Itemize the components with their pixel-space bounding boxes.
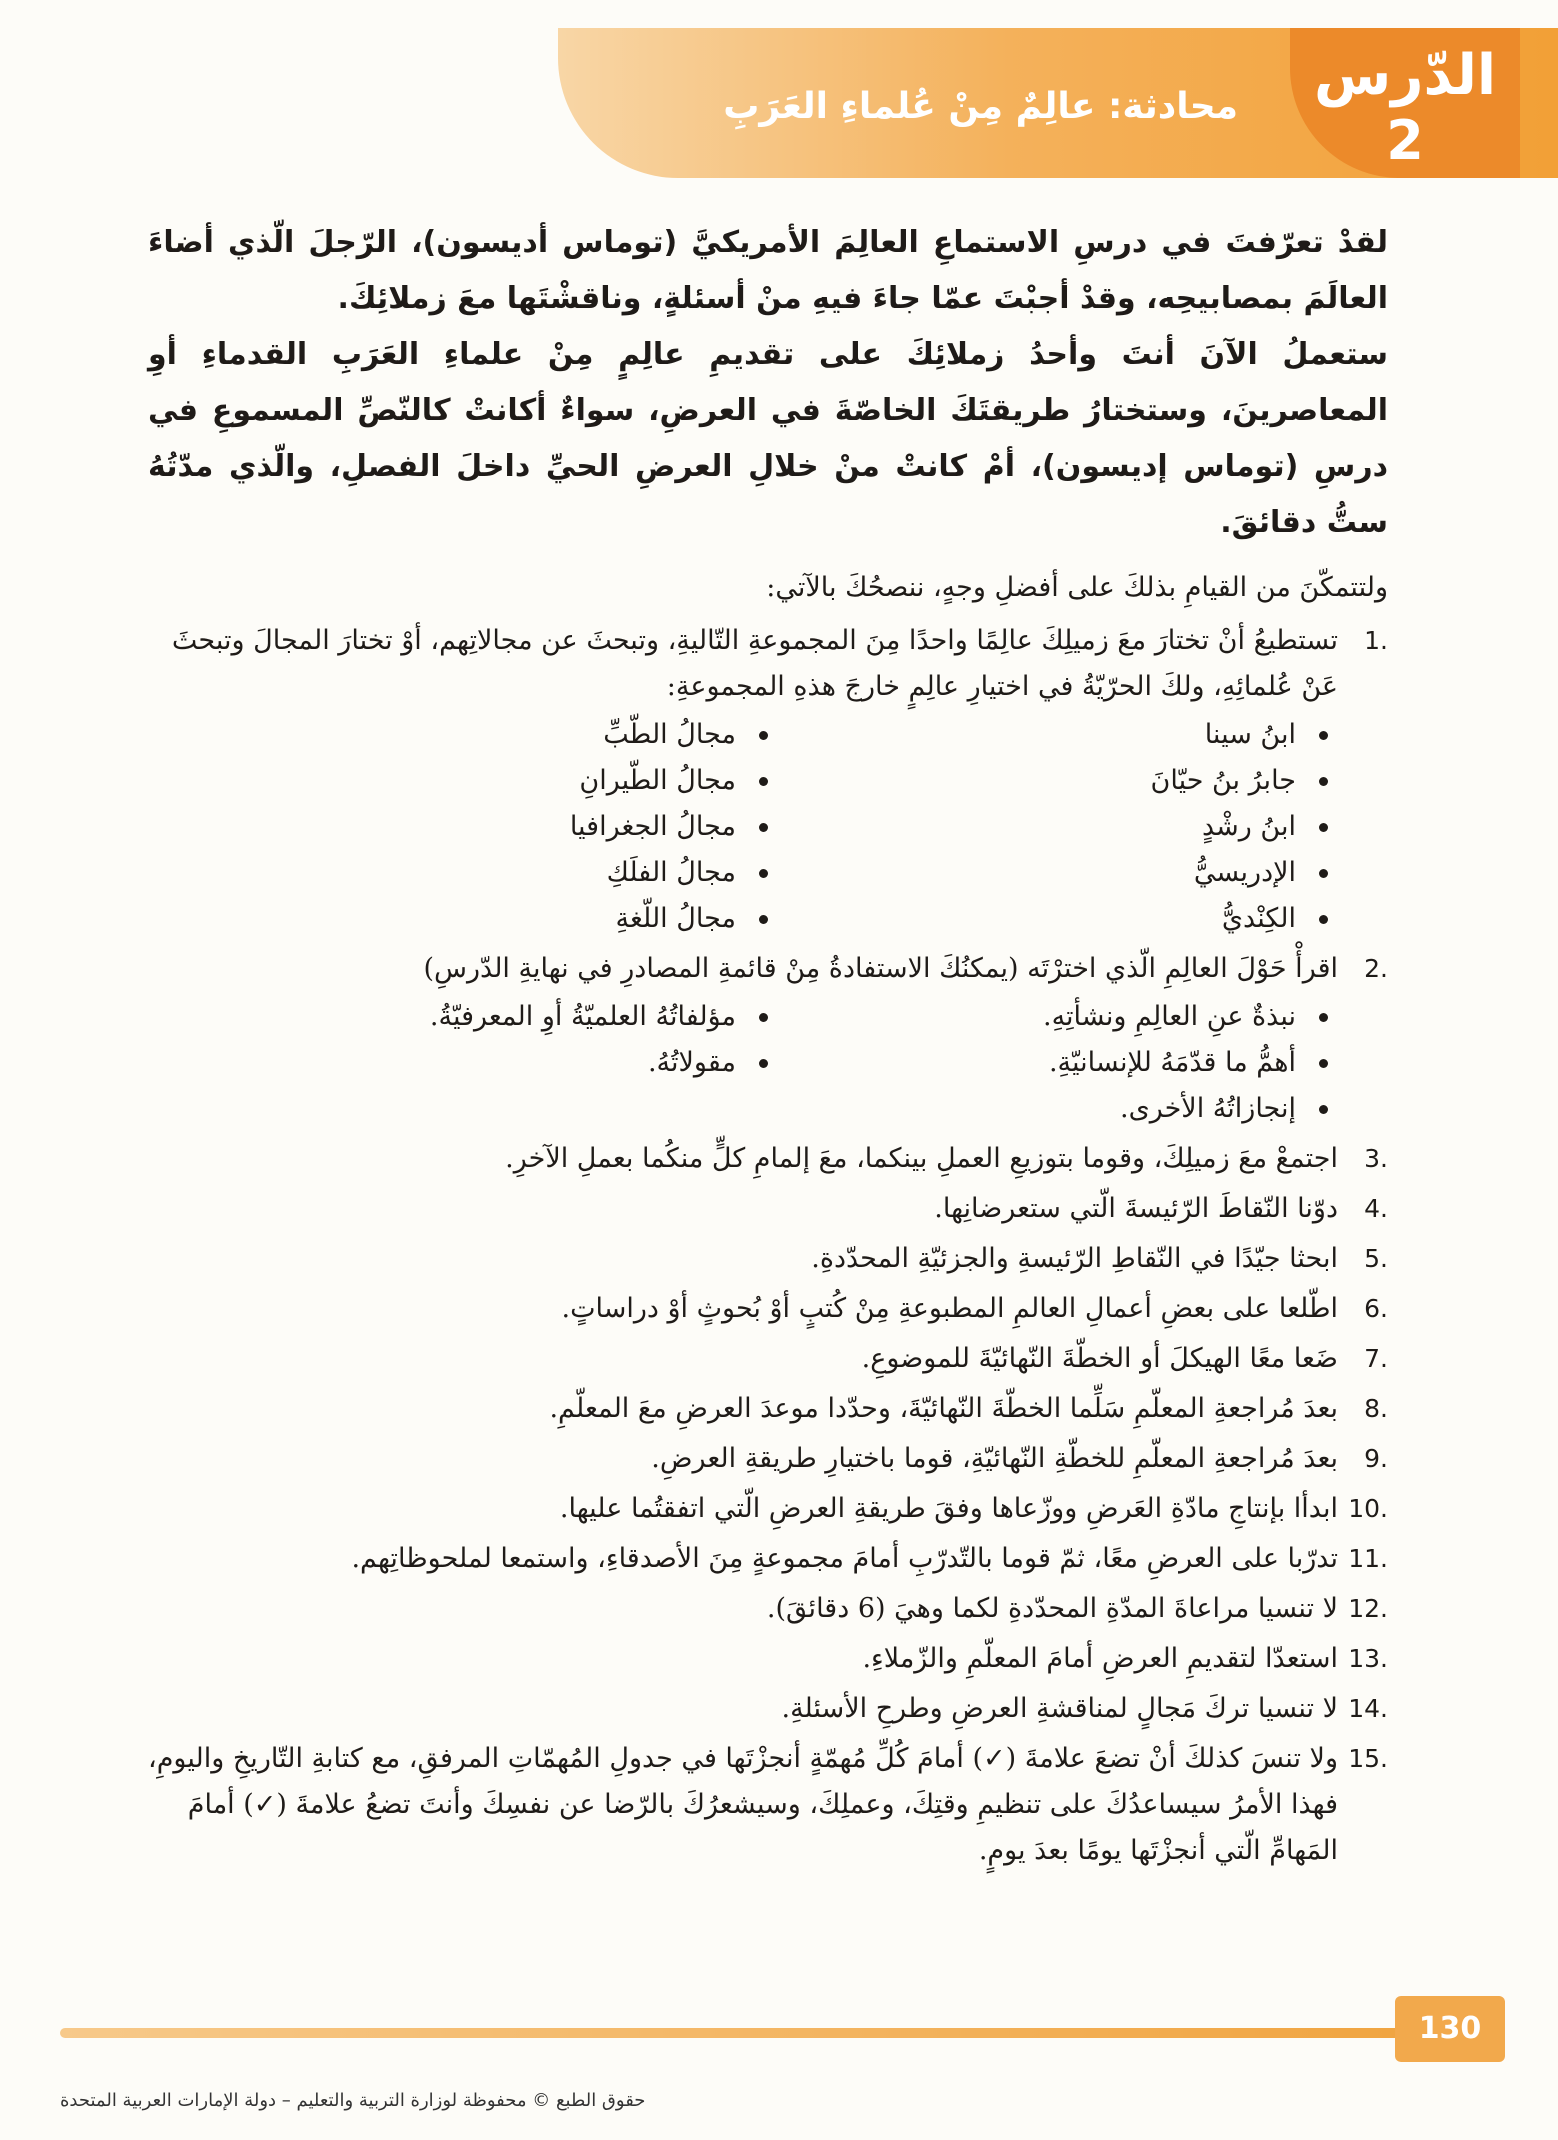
lesson-title: محادثة: عالِمٌ مِنْ عُلماءِ العَرَبِ xyxy=(723,86,1238,127)
list-item: مجالُ الطّبِّ xyxy=(358,712,778,758)
step-text: استعدّا لتقديمِ العرضِ أمامَ المعلّمِ والزّملاءِ. xyxy=(862,1643,1338,1674)
step-text: لا تنسيا مراعاةَ المدّةِ المحدّدةِ لكما وهيَ (6 دقائقَ). xyxy=(766,1593,1338,1624)
step-item xyxy=(148,618,1388,942)
list-item: أهمُّ ما قدّمَهُ للإنسانيّةِ. xyxy=(778,1040,1338,1086)
list-item: مقولاتُهُ. xyxy=(358,1040,778,1086)
lesson-badge xyxy=(1290,28,1520,178)
copyright-notice: حقوق الطبع © محفوظة لوزارة التربية والتعليم – دولة الإمارات العربية المتحدة xyxy=(60,2090,646,2111)
step-number: .13 xyxy=(1348,1644,1388,1673)
list-item: ابنُ رشْدٍ xyxy=(778,804,1338,850)
step-number: .15 xyxy=(1348,1744,1388,1773)
step-text: اطّلعا على بعضِ أعمالِ العالمِ المطبوعةِ مِنْ كُتبٍ أوْ بُحوثٍ أوْ دراساتٍ. xyxy=(561,1293,1338,1324)
list-item: مجالُ اللّغةِ xyxy=(358,896,778,942)
step-item xyxy=(148,1436,1388,1482)
instructions-lead: ولتتمكّنَ من القيامِ بذلكَ على أفضلِ وجهٍ، ننصحُكَ بالآتي: xyxy=(766,572,1388,603)
step-text: تدرّبا على العرضِ معًا، ثمّ قوما بالتّدرّبِ أمامَ مجموعةٍ مِنَ الأصدقاءِ، واستمعا لملحوظاتِهم. xyxy=(351,1543,1338,1574)
lesson-label: الدّرس xyxy=(1313,43,1497,108)
step-item xyxy=(148,1186,1388,1232)
list-item: مجالُ الطّيرانِ xyxy=(358,758,778,804)
list-item: نبذةٌ عنِ العالِمِ ونشأتِهِ. xyxy=(778,994,1338,1040)
step-item xyxy=(148,1486,1388,1532)
step-item xyxy=(148,1536,1388,1582)
step-item xyxy=(148,1586,1388,1632)
steps-list xyxy=(148,618,1388,1878)
step-text: بعدَ مُراجعةِ المعلّمِ للخطّةِ النّهائيّةِ، قوما باختيارِ طريقةِ العرضِ. xyxy=(651,1443,1338,1474)
step-number: .5 xyxy=(1364,1244,1388,1273)
step-number: .4 xyxy=(1364,1194,1388,1223)
step-number: .1 xyxy=(1364,626,1388,655)
step-number: .14 xyxy=(1348,1694,1388,1723)
list-item: مجالُ الجغرافيا xyxy=(358,804,778,850)
step-item xyxy=(148,1136,1388,1182)
step-number: .9 xyxy=(1364,1444,1388,1473)
step-item xyxy=(148,1736,1388,1874)
step-item xyxy=(148,1286,1388,1332)
step-item xyxy=(148,1686,1388,1732)
list-item: الإدريسيُّ xyxy=(778,850,1338,896)
list-item: جابرُ بنُ حيّانَ xyxy=(778,758,1338,804)
step-text: اجتمعْ معَ زميلِكَ، وقوما بتوزيعِ العملِ بينكما، معَ إلمامِ كلٍّ منكُما بعملِ الآخرِ. xyxy=(505,1143,1338,1174)
reading-topics-col2 xyxy=(358,994,778,1132)
list-item: إنجازاتُهُ الأخرى. xyxy=(778,1086,1338,1132)
lesson-number: 2 xyxy=(1386,109,1424,172)
step-item xyxy=(148,1386,1388,1432)
list-item: ابنُ سينا xyxy=(778,712,1338,758)
step-number: .12 xyxy=(1348,1594,1388,1623)
step-number: .7 xyxy=(1364,1344,1388,1373)
step-number: .8 xyxy=(1364,1394,1388,1423)
list-item: مجالُ الفلَكِ xyxy=(358,850,778,896)
step-number: .11 xyxy=(1348,1544,1388,1573)
scientists-list xyxy=(778,712,1338,942)
step-text: اقرأْ حَوْلَ العالِمِ الّذي اخترْتَه (يمكنُكَ الاستفادةُ مِنْ قائمةِ المصادرِ في نهايةِ الدّرسِ) xyxy=(423,953,1338,984)
intro-paragraph-2: ستعملُ الآنَ أنتَ وأحدُ زملائِكَ على تقديمِ عالِمٍ مِنْ علماءِ العَرَبِ القدماءِ أوِ المعاصرينَ، وستختارُ طريقتَكَ الخاصّةَ في العرضِ، سواءٌ أكانتْ كالنّصِّ المسموعِ في درسِ (توماس إديسون)، أمْ كانتْ منْ خلالِ العرضِ الحيِّ داخلَ الفصلِ، والّذي مدّتُهُ ستُّ دقائقَ. xyxy=(148,337,1388,540)
step-text: لا تنسيا تركَ مَجالٍ لمناقشةِ العرضِ وطرحِ الأسئلةِ. xyxy=(781,1693,1338,1724)
list-item: الكِنْديُّ xyxy=(778,896,1338,942)
step-number: .2 xyxy=(1364,954,1388,983)
page-number: 130 xyxy=(1395,1996,1505,2062)
reading-topics-col1 xyxy=(778,994,1338,1132)
step-number: .3 xyxy=(1364,1144,1388,1173)
step-text: دوّنا النّقاطَ الرّئيسةَ الّتي ستعرضانِها. xyxy=(934,1193,1338,1224)
step-text: ضَعا معًا الهيكلَ أو الخطّةَ النّهائيّةَ للموضوعِ. xyxy=(861,1343,1338,1374)
step-number: .6 xyxy=(1364,1294,1388,1323)
footer-divider xyxy=(60,2028,1430,2038)
list-item: مؤلفاتُهُ العلميّةُ أوِ المعرفيّةُ. xyxy=(358,994,778,1040)
step-text: بعدَ مُراجعةِ المعلّمِ سَلِّما الخطّةَ النّهائيّةَ، وحدّدا موعدَ العرضِ معَ المعلّمِ. xyxy=(549,1393,1338,1424)
fields-list xyxy=(358,712,778,942)
scientist-field-columns xyxy=(148,712,1338,942)
step-text: ابحثا جيّدًا في النّقاطِ الرّئيسةِ والجزئيّةِ المحدّدةِ. xyxy=(811,1243,1338,1274)
step-text: ابدأا بإنتاجِ مادّةِ العَرضِ ووزّعاها وفقَ طريقةِ العرضِ الّتي اتفقتُما عليها. xyxy=(559,1493,1338,1524)
intro-paragraph-1: لقدْ تعرّفتَ في درسِ الاستماعِ العالِمَ الأمريكيَّ (توماس أديسون)، الرّجلَ الّذي أضاءَ العالَمَ بمصابيحِه، وقدْ أجبْتَ عمّا جاءَ فيهِ منْ أسئلةٍ، وناقشْتَها معَ زملائِكَ. xyxy=(148,225,1388,316)
step-item xyxy=(148,1236,1388,1282)
step-text: تستطيعُ أنْ تختارَ معَ زميلِكَ عالِمًا واحدًا مِنَ المجموعةِ التّاليةِ، وتبحثَ عن مجالاتِهم، أوْ تختارَ المجالَ وتبحثَ عَنْ عُلمائِهِ، ولكَ الحرّيّةُ في اختيارِ عالِمٍ خارجَ هذهِ المجموعةِ: xyxy=(171,625,1338,702)
step-item xyxy=(148,1336,1388,1382)
step-text: ولا تنسَ كذلكَ أنْ تضعَ علامةَ (✓) أمامَ كُلِّ مُهمّةٍ أنجزْتَها في جدولِ المُهمّاتِ المرفقِ، مع كتابةِ التّاريخِ واليومِ، فهذا الأمرُ سيساعدُكَ على تنظيمِ وقتِكَ، وعملِكَ، وسيشعرُكَ بالرّضا عن نفسِكَ وأنتَ تضعُ علامةَ (✓) أمامَ المَهامِّ الّتي أنجزْتَها يومًا بعدَ يومٍ. xyxy=(148,1743,1338,1866)
reading-topics-columns xyxy=(148,994,1338,1132)
step-item xyxy=(148,946,1388,1132)
step-number: .10 xyxy=(1348,1494,1388,1523)
intro-section xyxy=(148,215,1388,551)
step-item xyxy=(148,1636,1388,1682)
